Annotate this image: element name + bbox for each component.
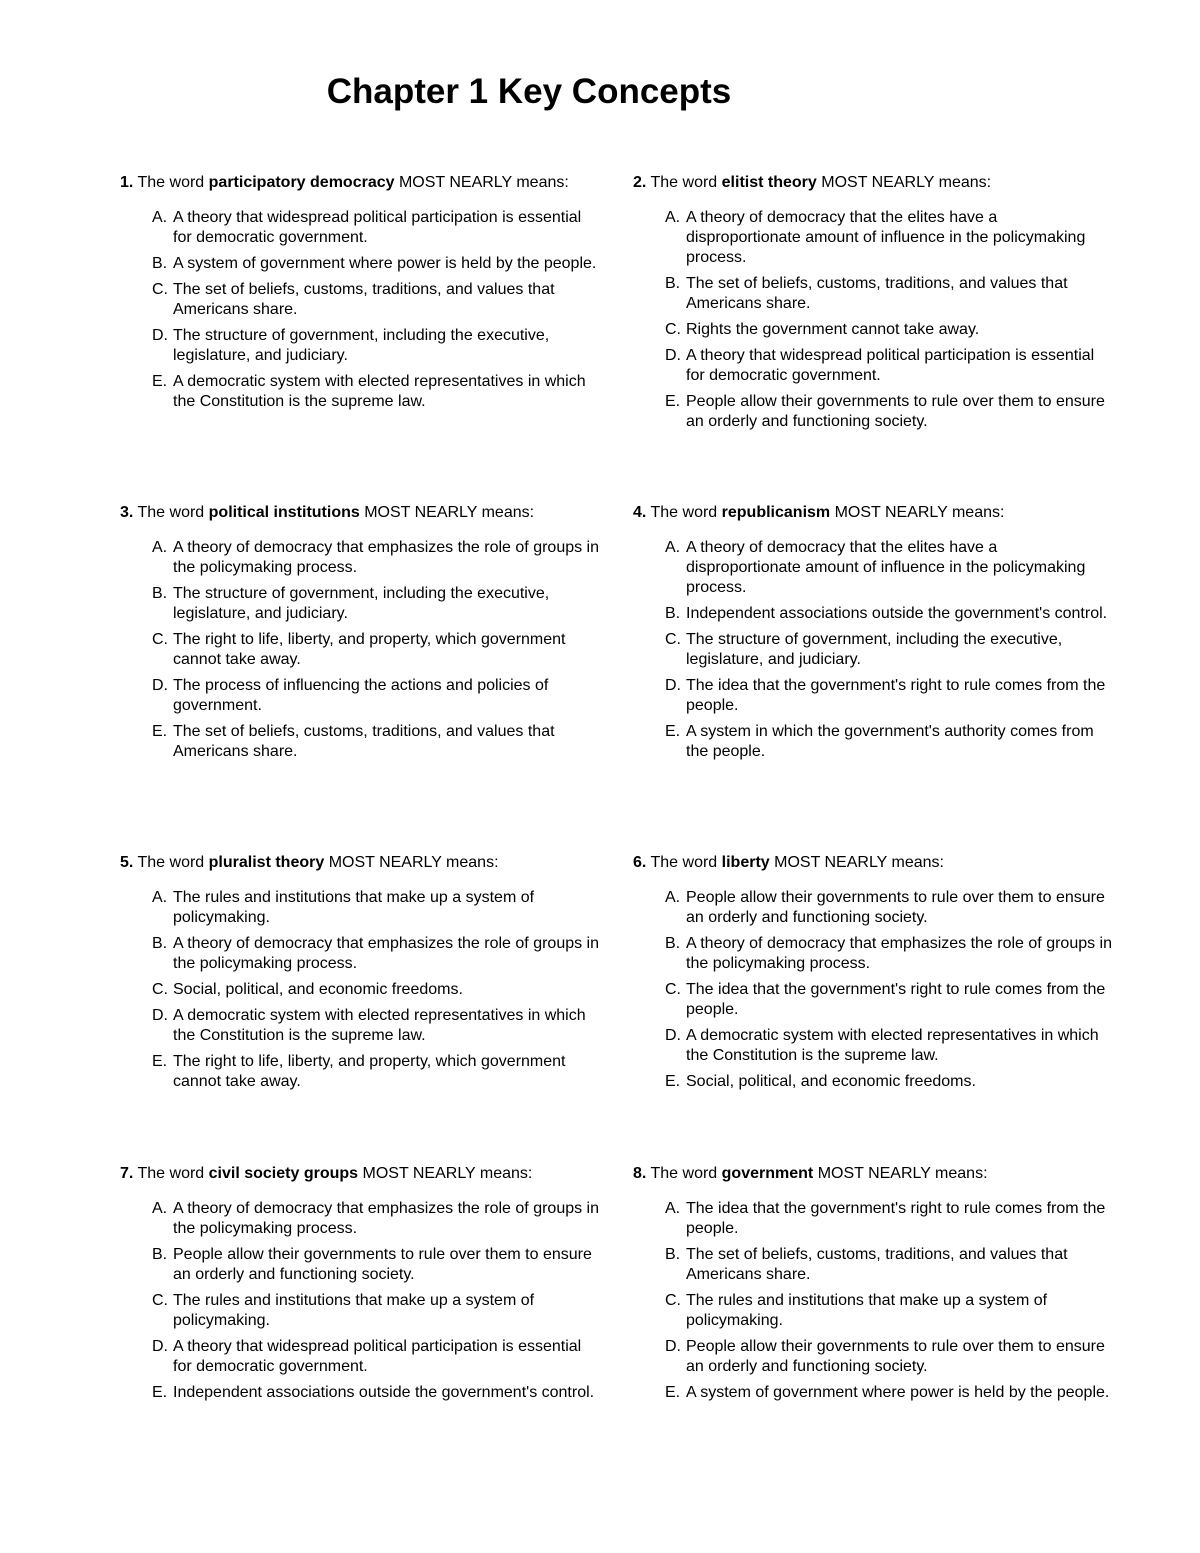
answer-option-a[interactable] (152, 538, 610, 578)
question-number: 5. (120, 854, 134, 871)
option-letter: D. (665, 1027, 681, 1044)
stem-suffix: MOST NEARLY means: (834, 504, 1005, 521)
option-letter: C. (152, 631, 168, 648)
option-letter: C. (665, 1292, 681, 1309)
answer-option-c[interactable] (665, 630, 1123, 670)
option-letter: D. (665, 347, 681, 364)
option-text: A theory of democracy that emphasizes the role of groups in the policymaking process. (173, 1200, 600, 1237)
question-term: government (721, 1165, 814, 1182)
option-text: Independent associations outside the government's control. (686, 605, 1108, 622)
option-text: A theory that widespread political participation is essential for democratic government. (173, 209, 582, 246)
answer-option-e[interactable] (152, 372, 610, 412)
question-number: 6. (633, 854, 647, 871)
option-letter: B. (665, 275, 681, 292)
option-text: A democratic system with elected representatives in which the Constitution is the supreme law. (173, 373, 586, 410)
question-4 (633, 503, 1123, 768)
stem-suffix: MOST NEARLY means: (362, 1165, 533, 1182)
answer-option-a[interactable] (152, 888, 610, 928)
answer-option-d[interactable] (665, 1337, 1123, 1377)
answer-options (120, 888, 610, 1092)
option-letter: B. (152, 935, 168, 952)
option-letter: B. (665, 605, 681, 622)
option-letter: D. (665, 1338, 681, 1355)
stem-prefix: The word (137, 174, 205, 191)
option-letter: E. (665, 393, 681, 410)
question-stem (633, 503, 1123, 523)
question-stem (633, 853, 1123, 873)
answer-option-a[interactable] (665, 208, 1123, 268)
option-letter: E. (152, 1053, 168, 1070)
question-stem (120, 1164, 610, 1184)
option-text: The structure of government, including the executive, legislature, and judiciary. (686, 631, 1063, 668)
answer-option-d[interactable] (665, 1026, 1123, 1066)
option-text: Independent associations outside the government's control. (173, 1384, 595, 1401)
option-text: The set of beliefs, customs, traditions, and values that Americans share. (686, 275, 1068, 312)
option-text: Rights the government cannot take away. (686, 321, 980, 338)
question-term: elitist theory (721, 174, 817, 191)
answer-options (633, 1199, 1123, 1403)
question-stem (633, 1164, 1123, 1184)
question-5 (120, 853, 610, 1098)
option-letter: A. (665, 539, 681, 556)
option-letter: C. (152, 281, 168, 298)
answer-option-e[interactable] (152, 1052, 610, 1092)
option-text: A theory of democracy that the elites have a disproportionate amount of influence in the policymaking process. (686, 539, 1086, 596)
answer-option-b[interactable] (152, 584, 610, 624)
answer-option-b[interactable] (665, 934, 1123, 974)
answer-options (120, 208, 610, 412)
option-text: The idea that the government's right to rule comes from the people. (686, 677, 1106, 714)
question-term: participatory democracy (208, 174, 395, 191)
answer-option-d[interactable] (665, 676, 1123, 716)
option-text: A theory that widespread political participation is essential for democratic government. (686, 347, 1095, 384)
option-letter: D. (152, 1007, 168, 1024)
stem-prefix: The word (137, 1165, 205, 1182)
option-text: A theory of democracy that emphasizes the role of groups in the policymaking process. (173, 539, 600, 576)
option-text: The set of beliefs, customs, traditions, and values that Americans share. (686, 1246, 1068, 1283)
answer-option-d[interactable] (665, 346, 1123, 386)
answer-option-a[interactable] (665, 888, 1123, 928)
answer-option-d[interactable] (152, 676, 610, 716)
stem-suffix: MOST NEARLY means: (398, 174, 569, 191)
option-text: A system of government where power is held by the people. (173, 255, 597, 272)
option-text: Social, political, and economic freedoms. (686, 1073, 976, 1090)
question-number: 1. (120, 174, 134, 191)
answer-options (633, 888, 1123, 1092)
answer-option-a[interactable] (152, 208, 610, 248)
answer-option-e[interactable] (152, 722, 610, 762)
answer-option-c[interactable] (152, 980, 610, 1000)
question-1 (120, 173, 610, 418)
answer-option-c[interactable] (665, 980, 1123, 1020)
option-letter: C. (665, 631, 681, 648)
option-text: People allow their governments to rule over them to ensure an orderly and functioning society. (686, 1338, 1105, 1375)
answer-option-d[interactable] (152, 326, 610, 366)
answer-options (633, 208, 1123, 432)
option-letter: B. (665, 1246, 681, 1263)
option-letter: D. (152, 327, 168, 344)
option-text: A system of government where power is held by the people. (686, 1384, 1110, 1401)
question-number: 3. (120, 504, 134, 521)
answer-option-e[interactable] (665, 722, 1123, 762)
option-letter: A. (665, 889, 681, 906)
question-term: pluralist theory (208, 854, 325, 871)
answer-option-e[interactable] (152, 1383, 610, 1403)
answer-option-c[interactable] (152, 280, 610, 320)
option-text: People allow their governments to rule over them to ensure an orderly and functioning society. (173, 1246, 592, 1283)
option-letter: B. (152, 585, 168, 602)
option-letter: A. (152, 209, 168, 226)
option-letter: E. (152, 1384, 168, 1401)
answer-option-a[interactable] (665, 1199, 1123, 1239)
option-letter: D. (152, 1338, 168, 1355)
answer-option-b[interactable] (665, 274, 1123, 314)
option-text: People allow their governments to rule over them to ensure an orderly and functioning society. (686, 393, 1105, 430)
answer-option-e[interactable] (665, 1072, 1123, 1092)
question-2 (633, 173, 1123, 438)
option-text: The idea that the government's right to rule comes from the people. (686, 1200, 1106, 1237)
option-text: A theory of democracy that emphasizes the role of groups in the policymaking process. (173, 935, 600, 972)
answer-option-c[interactable] (152, 630, 610, 670)
answer-options (120, 1199, 610, 1403)
option-text: People allow their governments to rule over them to ensure an orderly and functioning society. (686, 889, 1105, 926)
option-text: The structure of government, including the executive, legislature, and judiciary. (173, 327, 550, 364)
option-text: A democratic system with elected representatives in which the Constitution is the supreme law. (173, 1007, 586, 1044)
answer-option-e[interactable] (665, 1383, 1123, 1403)
answer-option-c[interactable] (665, 320, 1123, 340)
question-number: 2. (633, 174, 647, 191)
stem-suffix: MOST NEARLY means: (774, 854, 944, 871)
question-stem (120, 503, 610, 523)
answer-option-b[interactable] (665, 604, 1123, 624)
option-text: The rules and institutions that make up a system of policymaking. (173, 1292, 535, 1329)
answer-option-e[interactable] (665, 392, 1123, 432)
option-text: A theory of democracy that the elites have a disproportionate amount of influence in the policymaking process. (686, 209, 1086, 266)
option-text: The process of influencing the actions and policies of government. (173, 677, 549, 714)
question-7 (120, 1164, 610, 1409)
option-text: A theory that widespread political participation is essential for democratic government. (173, 1338, 582, 1375)
stem-prefix: The word (137, 854, 205, 871)
page-title: Chapter 1 Key Concepts (326, 72, 732, 111)
answer-option-b[interactable] (152, 254, 610, 274)
answer-option-b[interactable] (152, 934, 610, 974)
option-letter: A. (152, 539, 168, 556)
question-stem (120, 173, 610, 193)
option-letter: C. (665, 321, 681, 338)
option-text: Social, political, and economic freedoms. (173, 981, 463, 998)
answer-options (120, 538, 610, 762)
stem-suffix: MOST NEARLY means: (364, 504, 535, 521)
option-text: A democratic system with elected representatives in which the Constitution is the supreme law. (686, 1027, 1099, 1064)
answer-option-a[interactable] (665, 538, 1123, 598)
answer-option-b[interactable] (665, 1245, 1123, 1285)
question-stem (633, 173, 1123, 193)
option-letter: D. (152, 677, 168, 694)
option-letter: C. (152, 981, 168, 998)
answer-option-d[interactable] (152, 1006, 610, 1046)
option-text: A system in which the government's authority comes from the people. (686, 723, 1094, 760)
option-letter: E. (152, 723, 168, 740)
question-number: 7. (120, 1165, 134, 1182)
stem-suffix: MOST NEARLY means: (328, 854, 499, 871)
option-text: The structure of government, including the executive, legislature, and judiciary. (173, 585, 550, 622)
option-letter: E. (152, 373, 168, 390)
stem-suffix: MOST NEARLY means: (821, 174, 992, 191)
answer-option-d[interactable] (152, 1337, 610, 1377)
option-letter: A. (665, 209, 681, 226)
question-number: 4. (633, 504, 647, 521)
stem-prefix: The word (650, 174, 718, 191)
option-letter: C. (152, 1292, 168, 1309)
stem-prefix: The word (137, 504, 205, 521)
question-8 (633, 1164, 1123, 1409)
question-term: civil society groups (208, 1165, 359, 1182)
option-letter: A. (665, 1200, 681, 1217)
stem-suffix: MOST NEARLY means: (817, 1165, 988, 1182)
option-letter: A. (152, 889, 168, 906)
stem-prefix: The word (650, 504, 718, 521)
option-text: The idea that the government's right to rule comes from the people. (686, 981, 1106, 1018)
option-text: The set of beliefs, customs, traditions, and values that Americans share. (173, 723, 555, 760)
question-stem (120, 853, 610, 873)
option-letter: B. (665, 935, 681, 952)
question-number: 8. (633, 1165, 647, 1182)
option-text: The set of beliefs, customs, traditions, and values that Americans share. (173, 281, 555, 318)
option-letter: D. (665, 677, 681, 694)
option-letter: B. (152, 255, 168, 272)
option-text: A theory of democracy that emphasizes the role of groups in the policymaking process. (686, 935, 1113, 972)
answer-option-c[interactable] (665, 1291, 1123, 1331)
answer-option-c[interactable] (152, 1291, 610, 1331)
option-text: The rules and institutions that make up a system of policymaking. (173, 889, 535, 926)
option-letter: C. (665, 981, 681, 998)
question-3 (120, 503, 610, 768)
option-text: The rules and institutions that make up a system of policymaking. (686, 1292, 1048, 1329)
question-term: liberty (721, 854, 770, 871)
question-6 (633, 853, 1123, 1098)
option-letter: E. (665, 723, 681, 740)
stem-prefix: The word (650, 1165, 718, 1182)
option-letter: E. (665, 1073, 681, 1090)
option-text: The right to life, liberty, and property, which government cannot take away. (173, 1053, 566, 1090)
answer-option-a[interactable] (152, 1199, 610, 1239)
answer-option-b[interactable] (152, 1245, 610, 1285)
question-term: republicanism (721, 504, 831, 521)
option-text: The right to life, liberty, and property, which government cannot take away. (173, 631, 566, 668)
option-letter: E. (665, 1384, 681, 1401)
answer-options (633, 538, 1123, 762)
stem-prefix: The word (650, 854, 718, 871)
question-term: political institutions (208, 504, 360, 521)
option-letter: B. (152, 1246, 168, 1263)
option-letter: A. (152, 1200, 168, 1217)
